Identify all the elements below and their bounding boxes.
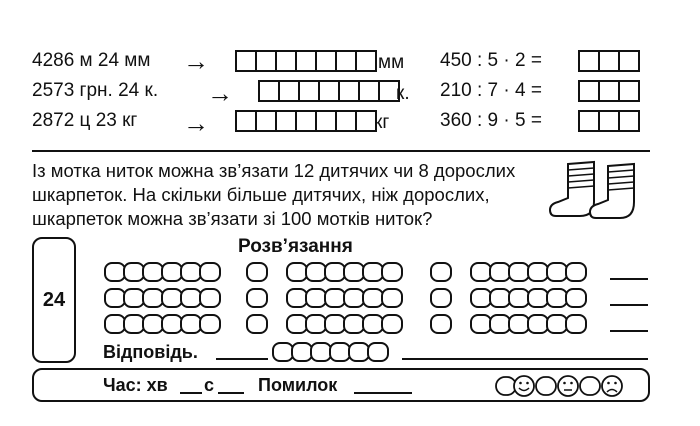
unit-label: кг [374,112,390,133]
smiley-neutral-icon [563,382,566,385]
result-line[interactable] [610,330,648,332]
arrow-icon: → [183,108,209,138]
errors-label: Помилок [258,375,338,395]
answer-boxes[interactable] [235,110,375,132]
minutes-line[interactable] [180,392,202,394]
arithmetic-expression: 450 : 5 · 2 = [440,50,542,71]
time-label: Час: хв [103,375,168,395]
answer-boxes[interactable] [578,50,638,72]
unit-label: к. [396,83,410,104]
solution-cells[interactable] [430,314,449,334]
solution-title: Розв’язання [238,236,353,257]
rating-smileys[interactable] [494,374,640,398]
section-divider [32,150,650,152]
solution-cells[interactable] [104,288,218,308]
solution-cells[interactable] [286,288,400,308]
arrow-icon: → [183,46,209,76]
answer-boxes[interactable] [235,50,375,72]
arithmetic-expression: 210 : 7 · 4 = [440,80,542,101]
problem-line: шкарпеток. На скільки більше дитячих, ніж дорослих, [32,184,490,205]
solution-cells[interactable] [430,288,449,308]
arrow-icon: → [207,78,233,108]
answer-boxes[interactable] [272,342,386,362]
answer-line-left [216,358,268,360]
problem-number: 24 [42,289,66,311]
smiley-sad-icon [607,382,610,385]
answer-line-right [402,358,648,360]
problem-line: шкарпеток можна зв’язати зі 100 мотків ниток? [32,208,433,229]
solution-cells[interactable] [470,262,584,282]
answer-boxes[interactable] [578,110,638,132]
socks-illustration [548,158,650,224]
solution-cells[interactable] [104,314,218,334]
problem-line: Із мотка ниток можна зв’язати 12 дитячих чи 8 дорослих [32,160,516,181]
solution-cells[interactable] [470,314,584,334]
solution-cells[interactable] [286,314,400,334]
answer-boxes[interactable] [258,80,398,102]
unit-label: мм [378,52,405,73]
seconds-line[interactable] [218,392,244,394]
conversion-expression: 2872 ц 23 кг [32,110,138,131]
solution-cells[interactable] [470,288,584,308]
result-line[interactable] [610,278,648,280]
conversion-expression: 2573 грн. 24 к. [32,80,159,101]
seconds-label: с [204,375,215,395]
solution-cells[interactable] [430,262,449,282]
solution-cells[interactable] [246,288,265,308]
answer-label: Відповідь. [103,342,198,362]
errors-line[interactable] [354,392,412,394]
conversion-expression: 4286 м 24 мм [32,50,151,71]
problem-number-box [32,237,76,363]
solution-cells[interactable] [104,262,218,282]
result-line[interactable] [610,304,648,306]
solution-cells[interactable] [246,314,265,334]
arithmetic-expression: 360 : 9 · 5 = [440,110,542,131]
answer-boxes[interactable] [578,80,638,102]
solution-cells[interactable] [286,262,400,282]
solution-cells[interactable] [246,262,265,282]
smiley-happy-icon [519,382,522,385]
